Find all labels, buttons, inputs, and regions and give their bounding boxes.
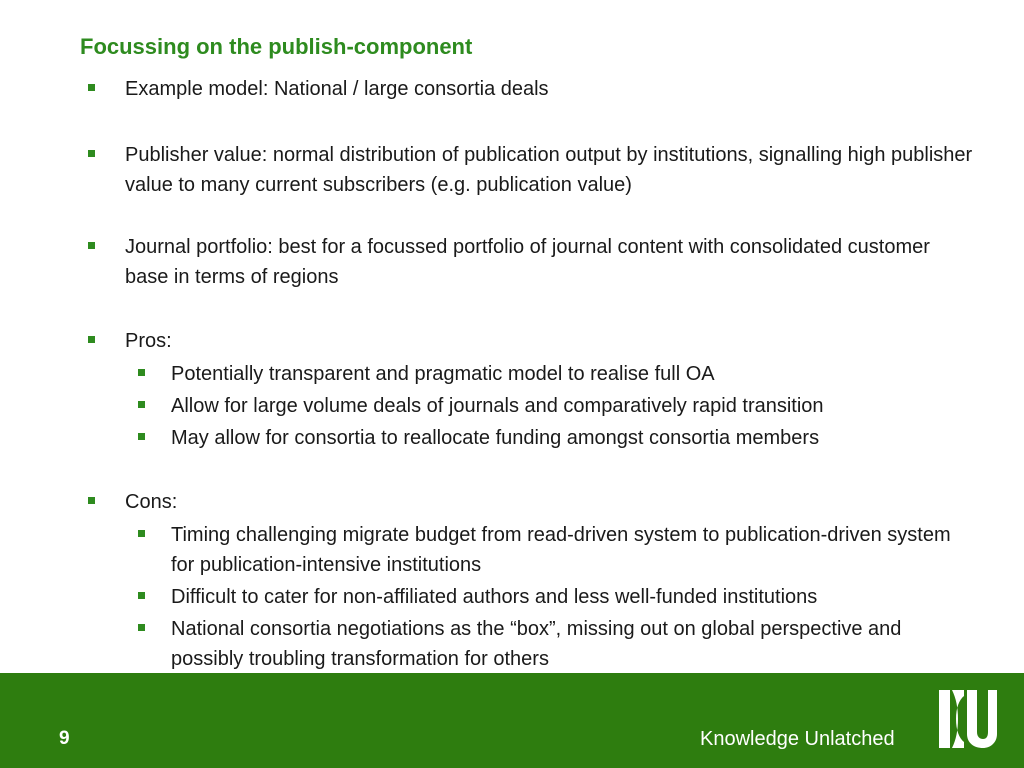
sub-bullet-item: Difficult to cater for non-affiliated authors and less well-funded institutions [171, 586, 818, 608]
sub-bullet-marker [138, 624, 145, 631]
bullet-item: Cons: [125, 491, 178, 513]
slide-title: Focussing on the publish-component [80, 34, 473, 59]
bullet-marker [88, 150, 95, 157]
sub-bullet-marker [138, 433, 145, 440]
bullet-marker [88, 84, 95, 91]
sub-bullet-item: Timing challenging migrate budget from read-driven system to publication-driven system for publication-intensive institutions [171, 524, 951, 576]
sub-bullet-item: National consortia negotiations as the “box”, missing out on global perspective and possibly troubling transformation for others [171, 618, 902, 670]
sub-bullet-marker [138, 530, 145, 537]
footer-bar [0, 673, 1024, 768]
bullet-item: Example model: National / large consortia deals [125, 78, 549, 100]
sub-bullet-item: May allow for consortia to reallocate funding amongst consortia members [171, 427, 820, 449]
bullet-marker [88, 336, 95, 343]
brand-name: Knowledge Unlatched [700, 728, 895, 750]
ku-logo-icon [937, 688, 999, 750]
bullet-item: Pros: [125, 330, 172, 352]
bullet-marker [88, 497, 95, 504]
sub-bullet-item: Potentially transparent and pragmatic model to realise full OA [171, 363, 715, 385]
sub-bullet-marker [138, 401, 145, 408]
sub-bullet-marker [138, 369, 145, 376]
bullet-item: Journal portfolio: best for a focussed portfolio of journal content with consolidated customer base in terms of regions [125, 236, 930, 288]
page-number: 9 [59, 728, 70, 749]
bullet-marker [88, 242, 95, 249]
bullet-item: Publisher value: normal distribution of publication output by institutions, signalling high publisher value to many current subscribers (e.g. publication value) [125, 144, 973, 196]
sub-bullet-item: Allow for large volume deals of journals and comparatively rapid transition [171, 395, 824, 417]
sub-bullet-marker [138, 592, 145, 599]
